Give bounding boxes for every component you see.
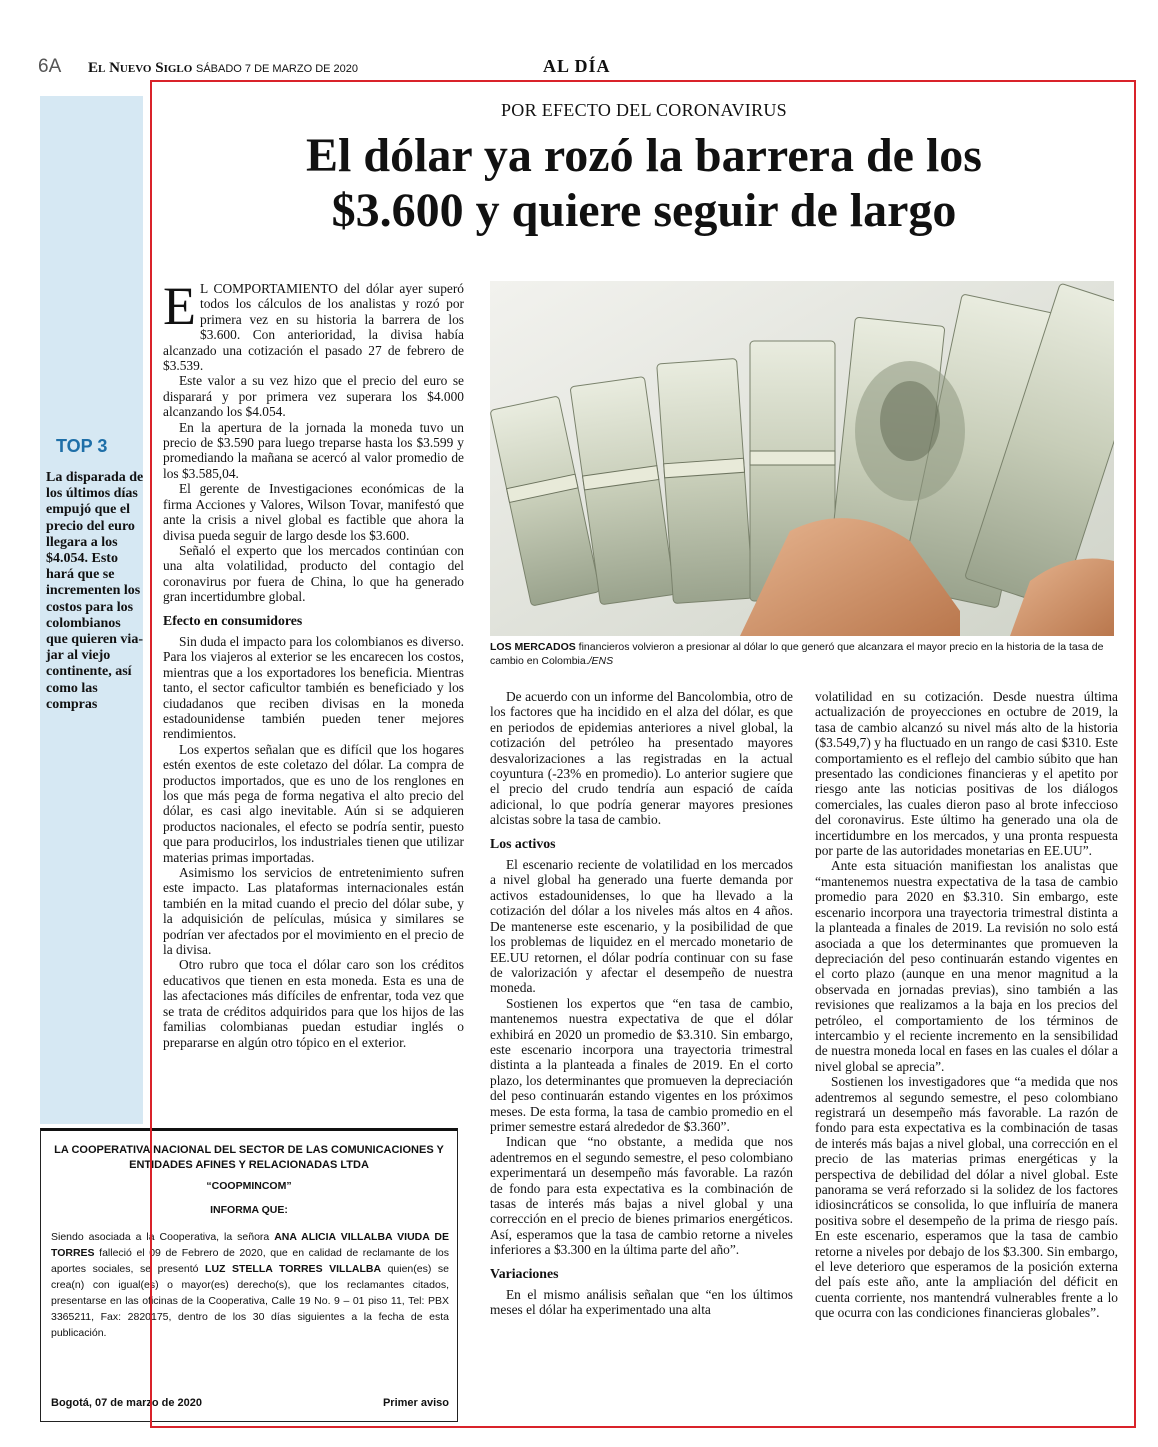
notice-body: Siendo asociada a la Cooperativa, la señora ANA ALICIA VILLALBA VIUDA DE TORRES falleció el 09 de Febrero de 2020, que en calidad de reclamante de los aportes sociales, se presentó LUZ STELLA TORRES VILLALBA quien(es) se crea(n) con igual(es) o mayor(es) derecho(s), que los reclamantes citados, presentarse en las oficinas de la Cooperativa, Calle 19 No. 9 – 01 piso 11, Tel: PBX 3365211, Fax: 2820175, dentro de los 30 días siguientes a la fecha de esta publicación. bbox=[51, 1231, 450, 1339]
paragraph: Indican que “no obstante, a medida que nos adentremos en el segundo semestre, el peso colombiano experimentará un desempeño más favorable. La razón de fondo para esta expectativa es la combinación de tasas de interés más bajas a nivel global y una corrección en el precio de bienes primarios energéticos. Así, esperamos que la tasa de cambio retorne a niveles inferiores a $3.300 en la última parte del año”. bbox=[490, 1134, 793, 1258]
paragraph: Este valor a su vez hizo que el precio del euro se disparará y por primera vez superara los $4.000 alcanzando los $4.054. bbox=[163, 373, 464, 420]
paragraph: Ante esta situación manifiestan los analistas que “mantenemos nuestra expectativa de la tasa de cambio promedio para 2020 en $3.310. Sin embargo, este escenario incorpora una trayectoria trimestral distinta a la planteada a finales de 2019. La revisión no solo está asociada a que los determinantes que promueven la depreciación del peso continuarán estando vigentes en el corto plazo (aunque en una menor magnitud a la observada en jornadas previas), sino también a las revisiones que realizamos a la baja en los precios del petróleo, el comportamiento de los términos de intercambio y el reciente incremento en la sensibilidad de nuestra moneda local en fases en las cuales el dólar a nivel global se aprecia”. bbox=[815, 858, 1118, 1074]
issue-date: SÁBADO 7 DE MARZO DE 2020 bbox=[196, 63, 358, 75]
notice-org-line-2: ENTIDADES AFINES Y RELACIONADAS LTDA bbox=[129, 1159, 369, 1171]
paragraph: Sin duda el impacto para los colombianos es diverso. Para los viajeros al exterior se les encarecen los costos, mientras que a los exportadores los beneficia. Mientras tanto, el sector caficultor también es beneficiado y los ciudadanos que reciben divisas en la moneda estadounidense también pueden tener mejores rendimientos. bbox=[163, 633, 464, 742]
paragraph: Sostienen los investigadores que “a medida que nos adentremos al segundo semestre, el peso colombiano registrará un desempeño más favorable. La razón de fondo para esta expectativa es la combinación de tasas de interés más bajas a nivel global, una corrección en el precio de las materias primas energéticas y la perspectiva de debilidad del dólar a nivel global. Este panorama se verá reforzado si la solidez de los factores idiosincráticos se consolida, lo que influiría de manera positiva sobre el desempeño de la prima de riesgo país. En este escenario, esperamos que la tasa de cambio retorne a niveles por debajo de los $3.300. Sin embargo, el leve deterioro que esperamos de la posición externa del país este año, ante la ampliación del déficit en cuenta corriente, nos mantendrá vulnerables frente a lo que ocurra con las condiciones financieras globales”. bbox=[815, 1074, 1118, 1321]
caption-text: financieros volvieron a presionar al dólar lo que generó que alcanzara el mayor precio en la historia de la tasa de cambio en Colombia. bbox=[490, 641, 1104, 667]
highlight-frame bbox=[150, 80, 1136, 1428]
paragraph: En la apertura de la jornada la moneda tuvo un precio de $3.590 para luego treparse hasta los $3.599 y promediando la mañana se acercó al valor promedio de los $3.585,04. bbox=[163, 419, 464, 481]
paragraph: volatilidad en su cotización. Desde nuestra última actualización de proyecciones en octubre de 2019, la tasa de cambio alcanzó su nivel más alto de la historia ($3.549,7) y ha fluctuado en un rango de casi $310. Este comportamiento es el reflejo del cambio súbito que han presentado las condiciones financieras y el apetito por riesgo ante las noticias positivas de los diálogos comerciales, las cuales dieron paso al brote infeccioso del coronavirus. Este último ha generado una ola de incertidumbre en los mercados, y una pronta respuesta por parte de las autoridades monetarias en EE.UU”. bbox=[815, 689, 1118, 859]
notice-label: Primer aviso bbox=[382, 1397, 449, 1409]
paragraph: Otro rubro que toca el dólar caro son los créditos educativos que tienen en esta moneda. Esta es una de las afectaciones más difíciles de enfrentar, toda vez que se trata de créditos adquiridos para que los hijos de las familias colombianas puedan estudiar inglés o prepararse en algún otro tópico en el exterior. bbox=[163, 957, 464, 1050]
sidebar-title: TOP 3 bbox=[56, 436, 108, 456]
paragraph: Señaló el experto que los mercados continúan con una alta volatilidad, producto del contagio del coronavirus por fuera de China, lo que ha generado gran incertidumbre global. bbox=[163, 542, 464, 605]
article-kicker: POR EFECTO DEL CORONAVIRUS bbox=[500, 100, 787, 120]
paragraph: El escenario reciente de volatilidad en los mercados a nivel global ha generado una fuerte demanda por activos estadounidenses, lo que ha llevado a la cotización del dólar a los niveles más altos en 4 años. De mantenerse este escenario, y la posibilidad de que los problemas de liquidez en el mercado monetario de EE.UU retornen, el dólar podría continuar con su fase de valorización y afectar el desempeño de nuestra moneda. bbox=[490, 857, 793, 996]
headline-line-2: $3.600 y quiere seguir de largo bbox=[331, 184, 957, 237]
caption-lead: LOS MERCADOS bbox=[490, 641, 576, 653]
notice-informs: INFORMA QUE: bbox=[210, 1204, 288, 1216]
paragraph: El gerente de Investigaciones económicas de la firma Acciones y Valores, Wilson Tovar, manifestó que ante la crisis a nivel global es factible que ahora la divisa pueda seguir de largo desde los $3.600. bbox=[163, 481, 464, 543]
paragraph: De acuerdo con un informe del Bancolombia, otro de los factores que ha incidido en el alza del dólar, es que en periodos de epidemias anteriores a nivel global, la cotización del petróleo ha presentado mayores desvalorizaciones a las registradas en la actual coyuntura (-23% en promedio). Lo anterior sugiere que el precio del crudo tendría aun espació de caída adicional, lo que podría generar mayores presiones alcistas sobre la tasa de cambio. bbox=[490, 689, 793, 828]
subheading: Variaciones bbox=[490, 1265, 559, 1281]
paragraph: Los expertos señalan que es difícil que los hogares estén exentos de este coletazo del dólar. La compra de productos importados, que es uno de los renglones en los que más pega de forma negativa el alto precio del dólar, es casi algo inevitable. Aún si se adquieren productos nacionales, el efecto se podría sentir, puesto que para producirlos, los industriales tienen que utilizar materias primas importadas. bbox=[163, 741, 464, 865]
subheading: Los activos bbox=[490, 835, 556, 851]
notice-org-line-1: LA COOPERATIVA NACIONAL DEL SECTOR DE LAS COMUNICACIONES Y bbox=[54, 1144, 444, 1156]
paragraph: En el mismo análisis señalan que “en los últimos meses el dólar ha experimentado una alta bbox=[490, 1287, 793, 1318]
lead-paragraph: E L COMPORTAMIENTO del dólar ayer superó todos los cálculos de los analistas y rozó por primera vez en su historia la barrera de los $3.600. Con anterioridad, la divisa había alcanzado una cotización el pasado 27 de febrero de $3.539. bbox=[163, 276, 464, 374]
page-number: 6A bbox=[38, 56, 62, 77]
drop-cap: E bbox=[163, 276, 196, 336]
sidebar-text: La disparada de los últimos días empujó que el precio del euro llegara a los $4.054. Esto hará que se incrementen los costos para los colombianos que quieren viajar al viejo continente, así como las compras bbox=[46, 470, 144, 712]
section-label: AL DÍA bbox=[543, 56, 611, 76]
notice-org-abbrev: “COOPMINCOM” bbox=[206, 1180, 292, 1192]
headline-line-1: El dólar ya rozó la barrera de los bbox=[306, 129, 982, 182]
photo-credit: /ENS bbox=[588, 654, 614, 667]
notice-date: Bogotá, 07 de marzo de 2020 bbox=[51, 1397, 202, 1409]
paragraph: Asimismo los servicios de entretenimiento sufren este impacto. Las plataformas internacionales están también en la mitad cuando el precio del dólar sube, y la adquisición de películas, música y similares se podrían ver afectados por el movimiento en el precio de la divisa. bbox=[163, 865, 464, 958]
newspaper-name: El Nuevo Siglo bbox=[88, 60, 193, 76]
subheading: Efecto en consumidores bbox=[163, 612, 303, 628]
paragraph: Sostienen los expertos que “en tasa de cambio, mantenemos nuestra expectativa de que el dólar exhibirá en 2020 un promedio de $3.310. Sin embargo, este escenario incorpora una trayectoria trimestral distinta a la planteada a finales de 2019. En el corto plazo, los determinantes que promueven la depreciación del peso continuarán estando vigentes en los próximos meses. De esta forma, la tasa de cambio promedio en el primer semestre estará alrededor de $3.360”. bbox=[490, 995, 793, 1134]
